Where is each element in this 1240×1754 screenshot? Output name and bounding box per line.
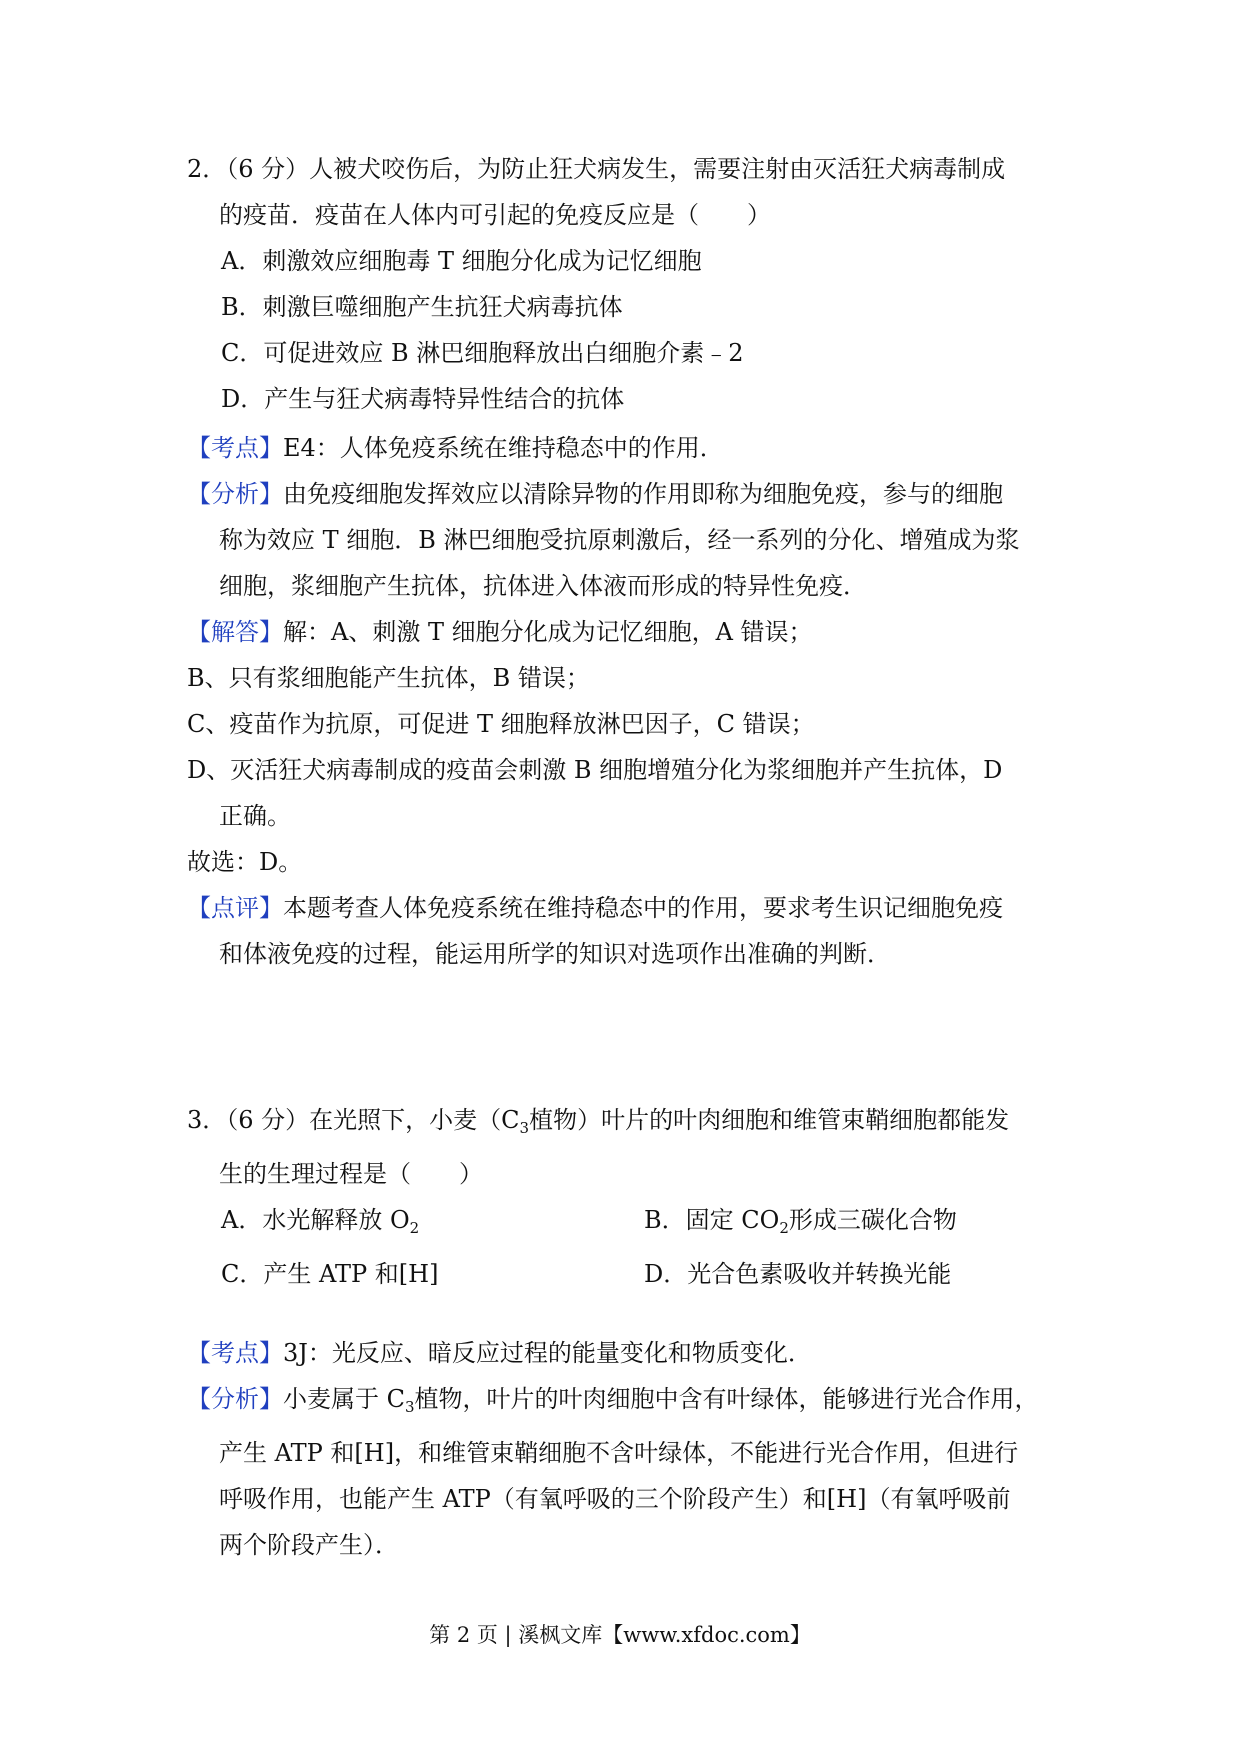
q3-stem-line2: 生的生理过程是（ ） (219, 1160, 483, 1188)
q3-stem-a: 3．（6 分）在光照下，小麦（C (187, 1106, 520, 1134)
q3-option-b-tail: 形成三碳化合物 (788, 1206, 957, 1234)
q3-fenxi-b: 植物，叶片的叶肉细胞中含有叶绿体，能够进行光合作用， (414, 1385, 1039, 1413)
q3-stem-b: 植物）叶片的叶肉细胞和维管束鞘细胞都能发 (529, 1106, 1010, 1134)
q2-fenxi-line2: 称为效应 T 细胞．B 淋巴细胞受抗原刺激后，经一系列的分化、增殖成为浆 (219, 526, 1020, 554)
q3-kaodian-text: 3J：光反应、暗反应过程的能量变化和物质变化． (283, 1339, 812, 1367)
q3-fenxi-line2: 产生 ATP 和[H]，和维管束鞘细胞不含叶绿体，不能进行光合作用，但进行 (219, 1439, 1019, 1467)
q2-dianping-line2: 和体液免疫的过程，能运用所学的知识对选项作出准确的判断． (219, 940, 891, 968)
fenxi-tag: 【分析】 (187, 480, 283, 508)
q3-fenxi-line3: 呼吸作用，也能产生 ATP（有氧呼吸的三个阶段产生）和[H]（有氧呼吸前 (219, 1485, 1011, 1513)
q3-option-c: C．产生 ATP 和[H] (221, 1260, 439, 1288)
q2-jieda-line6: 故选：D。 (187, 848, 303, 876)
page-footer: 第 2 页 | 溪枫文库【www.xfdoc.com】 (429, 1623, 811, 1647)
q3-fenxi-sub: 3 (405, 1398, 415, 1416)
q2-option-d: D．产生与狂犬病毒特异性结合的抗体 (221, 385, 625, 413)
q3-fenxi-a: 小麦属于 C (283, 1385, 405, 1413)
q3-stem-sub: 3 (519, 1119, 530, 1137)
q2-dianping-line1 (187, 885, 1067, 931)
q3-option-d: D．光合色素吸收并转换光能 (644, 1260, 952, 1288)
q2-jieda-text1: 解：A、刺激 T 细胞分化成为记忆细胞，A 错误； (283, 618, 813, 646)
q2-jieda-line2: B、只有浆细胞能产生抗体，B 错误； (187, 664, 590, 692)
q3-option-a-sub: 2 (409, 1219, 420, 1237)
q3-option-a (221, 1197, 644, 1251)
kaodian-tag: 【考点】 (187, 434, 283, 462)
q3-stem-line1 (187, 1097, 1067, 1151)
q3-option-b-sub: 2 (779, 1219, 789, 1237)
q3-option-b-text: B．固定 CO (644, 1206, 780, 1234)
q2-option-c: C．可促进效应 B 淋巴细胞释放出白细胞介素﹣2 (221, 339, 744, 367)
q2-fenxi-line1 (187, 471, 1067, 517)
q3-kaodian (187, 1330, 1067, 1376)
question-2 (187, 146, 1067, 422)
q2-jieda-line1 (187, 609, 1067, 655)
kaodian-tag: 【考点】 (187, 1339, 283, 1367)
q2-dianping-text1: 本题考查人体免疫系统在维持稳态中的作用，要求考生识记细胞免疫 (283, 894, 1003, 922)
q2-stem-line1: 2．（6 分）人被犬咬伤后，为防止狂犬病发生，需要注射由灭活狂犬病毒制成 (187, 155, 1006, 183)
q2-option-a: A．刺激效应细胞毒 T 细胞分化成为记忆细胞 (221, 247, 702, 275)
q2-jieda-line4: D、灭活狂犬病毒制成的疫苗会刺激 B 细胞增殖分化为浆细胞并产生抗体，D (187, 756, 1003, 784)
q2-jieda-line5: 正确。 (219, 802, 291, 830)
question-3 (187, 1097, 1067, 1297)
fenxi-tag: 【分析】 (187, 1385, 283, 1413)
q3-fenxi-line1 (187, 1376, 1067, 1430)
q2-stem-line2: 的疫苗．疫苗在人体内可引起的免疫反应是（ ） (219, 201, 771, 229)
dianping-tag: 【点评】 (187, 894, 283, 922)
q3-options-row1 (187, 1197, 1067, 1251)
jieda-tag: 【解答】 (187, 618, 283, 646)
q2-jieda-line3: C、疫苗作为抗原，可促进 T 细胞释放淋巴因子，C 错误； (187, 710, 815, 738)
q3-option-a-text: A．水光解释放 O (221, 1206, 410, 1234)
q2-kaodian-text: E4：人体免疫系统在维持稳态中的作用． (283, 434, 724, 462)
q3-options-row2 (187, 1251, 1067, 1297)
q2-solution (187, 425, 1067, 977)
q2-fenxi-line3: 细胞，浆细胞产生抗体，抗体进入体液而形成的特异性免疫． (219, 572, 867, 600)
q3-fenxi-line4: 两个阶段产生）． (219, 1531, 399, 1559)
q3-solution (187, 1330, 1067, 1568)
q2-fenxi-text1: 由免疫细胞发挥效应以清除异物的作用即称为细胞免疫，参与的细胞 (283, 480, 1003, 508)
q3-option-b (644, 1197, 1067, 1251)
q2-option-b: B．刺激巨噬细胞产生抗狂犬病毒抗体 (221, 293, 623, 321)
q2-kaodian (187, 425, 1067, 471)
